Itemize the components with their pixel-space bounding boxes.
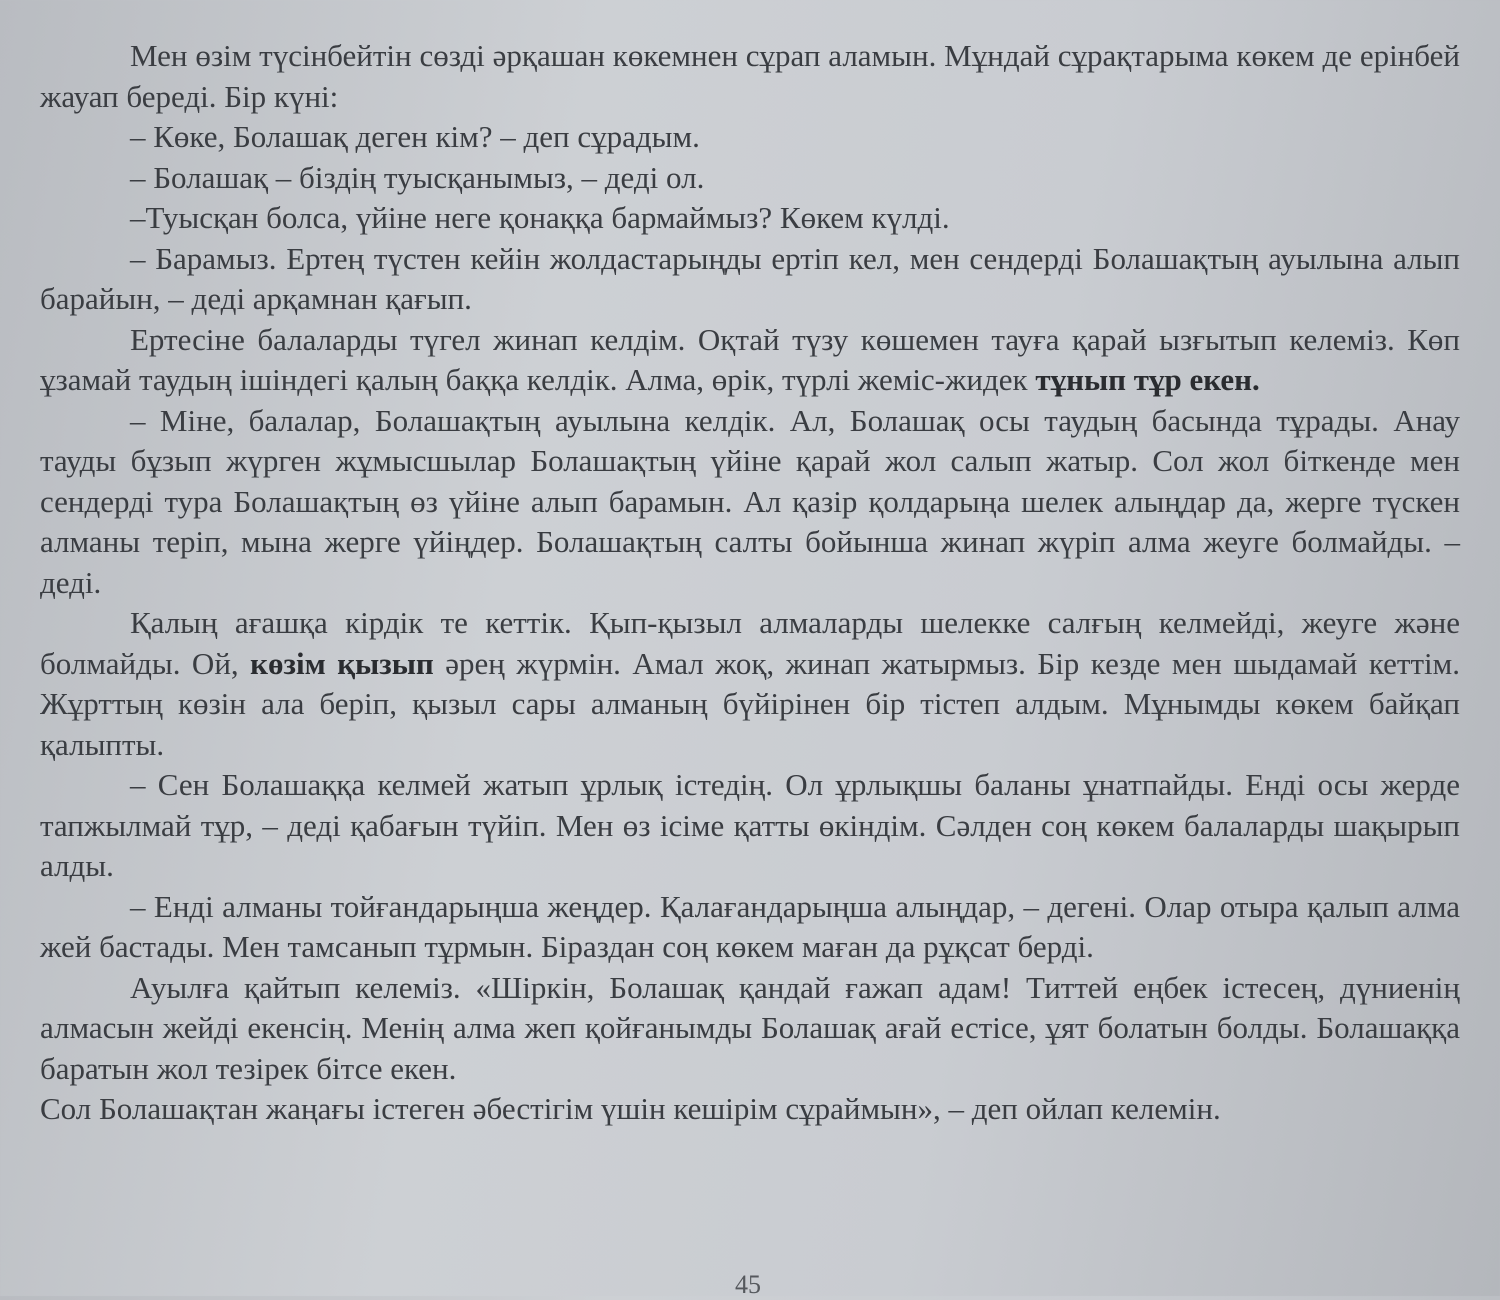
text-run: –Туысқан болса, үйіне неге қонаққа бармаймыз? Көкем күлді. [130,200,950,235]
text-run: – Енді алманы тойғандарыңша жеңдер. Қалағандарыңша алыңдар, – дегені. Олар отыра қалып алма жей бастады. Мен тамсанып тұрмын. Біраздан соң көкем маған да рұқсат берді. [40,888,1460,964]
text-run: Ауылға қайтып келеміз. «Шіркін, Болашақ қандай ғажап адам! Титтей еңбек істесең, дүниенің алмасын жейді екенсің. Менің алма жеп қойғанымды Болашақ ағай естісе, ұят болатын болды. Болашаққа баратын жол тезірек бітсе екен. [40,969,1460,1086]
paragraph [40,765,1460,887]
paragraph [40,401,1460,604]
paragraph [40,36,1460,117]
paragraph [40,158,1460,199]
page-number: 45 [735,1270,761,1299]
text-run: – Барамыз. Ертең түстен кейін жолдастарыңды ертіп кел, мен сендерді Болашақтың ауылына алып барайын, – деді арқамнан қағып. [40,240,1460,316]
paragraph [40,239,1460,320]
text-run: Мен өзім түсінбейтін сөзді әрқашан көкемнен сұрап аламын. Мұндай сұрақтарыма көкем де ерінбей жауап береді. Бір күні: [40,38,1460,114]
text-run: – Міне, балалар, Болашақтың ауылына келдік. Ал, Болашақ осы таудың басында тұрады. Анау тауды бұзып жүрген жұмысшылар Болашақтың үйіне қарай жол салып жатыр. Сол жол біткенде мен сендерді тура Болашақтың өз үйіне алып барамын. Ал қазір қолдарыңа шелек алыңдар да, жерге түскен алманы теріп, мына жерге үйіңдер. Болашақтың салты бойынша жинап жүріп алма жеуге болмайды. – деді. [40,402,1460,600]
bold-phrase: тұнып тұр екен. [1035,362,1260,397]
text-run: Ертесіне балаларды түгел жинап келдім. Оқтай түзу көшемен тауға қарай ызғытып келеміз. Көп ұзамай таудың ішіндегі қалың баққа келдік. Алма, өрік, түрлі жеміс-жидек [40,321,1460,397]
text-run: – Сен Болашаққа келмей жатып ұрлық істедің. Ол ұрлықшы баланы ұнатпайды. Енді осы жерде тапжылмай тұр, – деді қабағын түйіп. Мен өз ісіме қатты өкіндім. Сәлден соң көкем балаларды шақырып алды. [40,767,1460,883]
text-run: әрең жүрмін. Амал жоқ, жинап жатырмыз. Бір кезде мен шыдамай кеттім. Жұрттың көзін ала беріп, қызыл сары алманың бүйірінен бір тістеп алдым. Мұнымды көкем байқап қалыпты. [40,645,1460,762]
paragraph [40,320,1460,401]
text-run: Қалың ағашқа кірдік те кеттік. Қып-қызыл алмаларды шелекке салғың келмейді, жеуге және болмайды. Ой, [40,605,1460,681]
paragraph [40,968,1460,1090]
bold-phrase: көзім қызып [250,645,434,681]
page-text [40,36,1460,1130]
paragraph [40,1089,1460,1130]
text-run: Сол Болашақтан жаңағы істеген әбестігім үшін кешірім сұраймын», – деп ойлап келемін. [40,1091,1221,1126]
paragraph [40,887,1460,968]
paragraph [40,117,1460,158]
paragraph [40,198,1460,239]
paragraph [40,603,1460,765]
text-run: – Көке, Болашақ деген кім? – деп сұрадым. [130,119,700,154]
text-run: – Болашақ – біздің туысқанымыз, – деді ол. [130,159,705,195]
